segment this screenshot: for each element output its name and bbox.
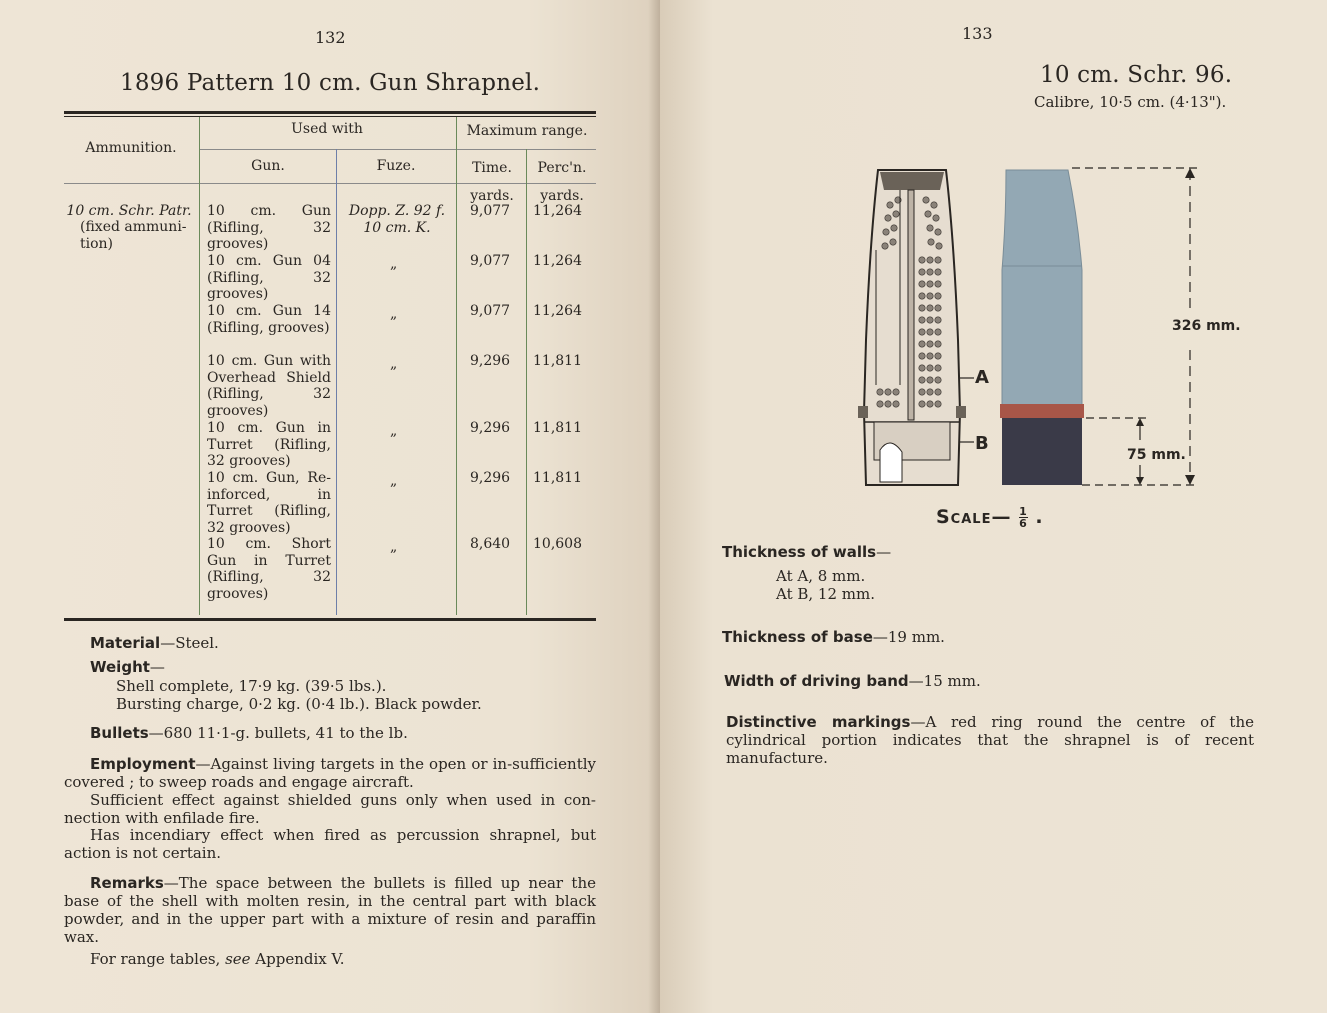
remarks-text: —The space between the bullets is filled up near the base of the shell with molten resin, in the central part with black powder, and in the upper part with a mixture of resin and paraffin wax. bbox=[64, 874, 596, 946]
markings-paragraph bbox=[726, 713, 1254, 767]
ditto-mark: „ bbox=[390, 539, 398, 555]
column-divider bbox=[199, 117, 200, 615]
remarks-paragraph bbox=[64, 874, 596, 946]
page-number-right: 133 bbox=[962, 24, 993, 43]
weight-line-2: Bursting charge, 0·2 kg. (0·4 lb.). Black powder. bbox=[116, 695, 482, 713]
gun-cell: 10 cm. Gun 04 (Rifling, 32 grooves) bbox=[207, 253, 331, 302]
percn-cell: 11,264 bbox=[533, 303, 582, 319]
scale-fraction bbox=[1019, 506, 1028, 529]
header-time: Time. bbox=[472, 160, 512, 176]
label-a: A bbox=[975, 367, 989, 388]
column-divider bbox=[456, 117, 457, 615]
base-label: Thickness of base bbox=[722, 628, 873, 646]
material-text: —Steel. bbox=[160, 634, 219, 652]
page-title-right: 10 cm. Schr. 96. bbox=[1040, 62, 1233, 88]
ammunition-name: 10 cm. Schr. Patr. bbox=[66, 203, 192, 219]
range-tables-see: see bbox=[225, 950, 251, 968]
walls-paragraph bbox=[722, 543, 1262, 561]
driving-band bbox=[1000, 404, 1084, 418]
material-paragraph bbox=[90, 634, 596, 652]
right-page bbox=[660, 0, 1327, 1013]
header-gun: Gun. bbox=[251, 158, 285, 174]
ditto-mark: „ bbox=[390, 256, 398, 272]
header-ammunition: Ammunition. bbox=[85, 140, 177, 156]
header-percn: Perc'n. bbox=[537, 160, 587, 176]
gun-cell: 10 cm. Gun 14 (Rifling, grooves) bbox=[207, 303, 331, 336]
left-page bbox=[0, 0, 660, 1013]
time-cell: 8,640 bbox=[470, 536, 511, 552]
base-paragraph bbox=[722, 628, 1262, 646]
percn-cell: 10,608 bbox=[533, 536, 582, 552]
table-top-rule bbox=[64, 111, 596, 114]
band-text: —15 mm. bbox=[908, 672, 981, 690]
dimension-base: 75 mm. bbox=[1127, 447, 1186, 463]
weight-line-1: Shell complete, 17·9 kg. (39·5 lbs.). bbox=[116, 677, 387, 695]
employment-paragraph-2: Sufficient effect against shielded guns only when used in con-nection with enfilade fire. bbox=[64, 791, 596, 827]
walls-b: At B, 12 mm. bbox=[776, 585, 875, 603]
material-label: Material bbox=[90, 634, 161, 652]
percn-cell: 11,811 bbox=[533, 470, 582, 486]
band-label: Width of driving band bbox=[724, 672, 909, 690]
unit-time: yards. bbox=[470, 188, 514, 204]
bullets-label: Bullets bbox=[90, 724, 149, 742]
percn-cell: 11,811 bbox=[533, 353, 582, 369]
employment-paragraph-3: Has incendiary effect when fired as percussion shrapnel, but action is not certain. bbox=[64, 826, 596, 862]
weight-label: Weight bbox=[90, 658, 150, 676]
label-b: B bbox=[975, 433, 989, 454]
walls-a: At A, 8 mm. bbox=[776, 567, 866, 585]
ditto-mark: „ bbox=[390, 356, 398, 372]
walls-dash: — bbox=[876, 543, 892, 561]
time-cell: 9,296 bbox=[470, 420, 511, 436]
band-paragraph bbox=[724, 672, 1264, 690]
header-fuze: Fuze. bbox=[376, 158, 416, 174]
bullets-text: —680 11·1-g. bullets, 41 to the lb. bbox=[148, 724, 408, 742]
header-maximum-range: Maximum range. bbox=[466, 123, 588, 139]
range-tables-prefix: For range tables, bbox=[90, 950, 226, 968]
header-bottom-rule bbox=[64, 183, 596, 184]
unit-percn: yards. bbox=[540, 188, 584, 204]
ammunition-note: (fixed ammuni-tion) bbox=[80, 219, 187, 252]
walls-label: Thickness of walls bbox=[722, 543, 877, 561]
gun-cell: 10 cm. Short Gun in Turret (Rifling, 32 grooves) bbox=[207, 536, 331, 602]
dimension-total: 326 mm. bbox=[1172, 318, 1241, 334]
column-divider bbox=[336, 149, 337, 615]
gun-cell: 10 cm. Gun (Rifling, 32 grooves) bbox=[207, 203, 331, 252]
exterior-view bbox=[1000, 170, 1084, 485]
time-cell: 9,296 bbox=[470, 353, 511, 369]
employment-label: Employment bbox=[90, 755, 196, 773]
header-sub-rule bbox=[200, 149, 596, 150]
table-top-rule-thin bbox=[64, 116, 596, 117]
page-title-left: 1896 Pattern 10 cm. Gun Shrapnel. bbox=[120, 70, 541, 96]
ditto-mark: „ bbox=[390, 306, 398, 322]
range-tables-line bbox=[90, 950, 596, 968]
shell-base bbox=[1002, 418, 1082, 485]
gun-cell: 10 cm. Gun in Turret (Rifling, 32 grooves) bbox=[207, 420, 331, 469]
ditto-mark: „ bbox=[390, 423, 398, 439]
weight-dash: — bbox=[149, 658, 165, 676]
gun-cell: 10 cm. Gun, Re-inforced, in Turret (Rifling, 32 grooves) bbox=[207, 470, 331, 536]
column-divider bbox=[526, 149, 527, 615]
scale-numerator: 1 bbox=[1019, 505, 1028, 518]
time-cell: 9,077 bbox=[470, 303, 511, 319]
remarks-label: Remarks bbox=[90, 874, 164, 892]
calibre-line: Calibre, 10·5 cm. (4·13"). bbox=[1034, 93, 1227, 111]
page-number-left: 132 bbox=[315, 28, 346, 47]
scale-denominator: 6 bbox=[1019, 517, 1028, 530]
scale-text: Scale— bbox=[936, 506, 1012, 528]
markings-label: Distinctive markings bbox=[726, 713, 911, 731]
time-cell: 9,296 bbox=[470, 470, 511, 486]
scale-label: Scale— $\frac{1}{6}$ . bbox=[936, 505, 1044, 530]
gun-cell: 10 cm. Gun with Overhead Shield (Rifling, 32 grooves) bbox=[207, 353, 331, 419]
percn-cell: 11,264 bbox=[533, 253, 582, 269]
time-cell: 9,077 bbox=[470, 203, 511, 219]
fuze-name: Dopp. Z. 92 f. 10 cm. K. bbox=[348, 203, 446, 236]
base-text: —19 mm. bbox=[872, 628, 945, 646]
percn-cell: 11,264 bbox=[533, 203, 582, 219]
range-tables-suffix: Appendix V. bbox=[250, 950, 345, 968]
table-bottom-rule bbox=[64, 618, 596, 621]
percn-cell: 11,811 bbox=[533, 420, 582, 436]
weight-paragraph bbox=[90, 658, 596, 676]
markings-text: —A red ring round the centre of the cylindrical portion indicates that the shrapnel is of recent manufacture. bbox=[726, 713, 1254, 767]
employment-text: —Against living targets in the open or in-sufficiently covered ; to sweep roads and engage aircraft. bbox=[64, 755, 596, 791]
ditto-mark: „ bbox=[390, 473, 398, 489]
employment-paragraph bbox=[64, 755, 596, 791]
sectional-view bbox=[858, 170, 974, 485]
time-cell: 9,077 bbox=[470, 253, 511, 269]
header-used-with: Used with bbox=[291, 121, 363, 137]
bullets-paragraph bbox=[90, 724, 596, 742]
